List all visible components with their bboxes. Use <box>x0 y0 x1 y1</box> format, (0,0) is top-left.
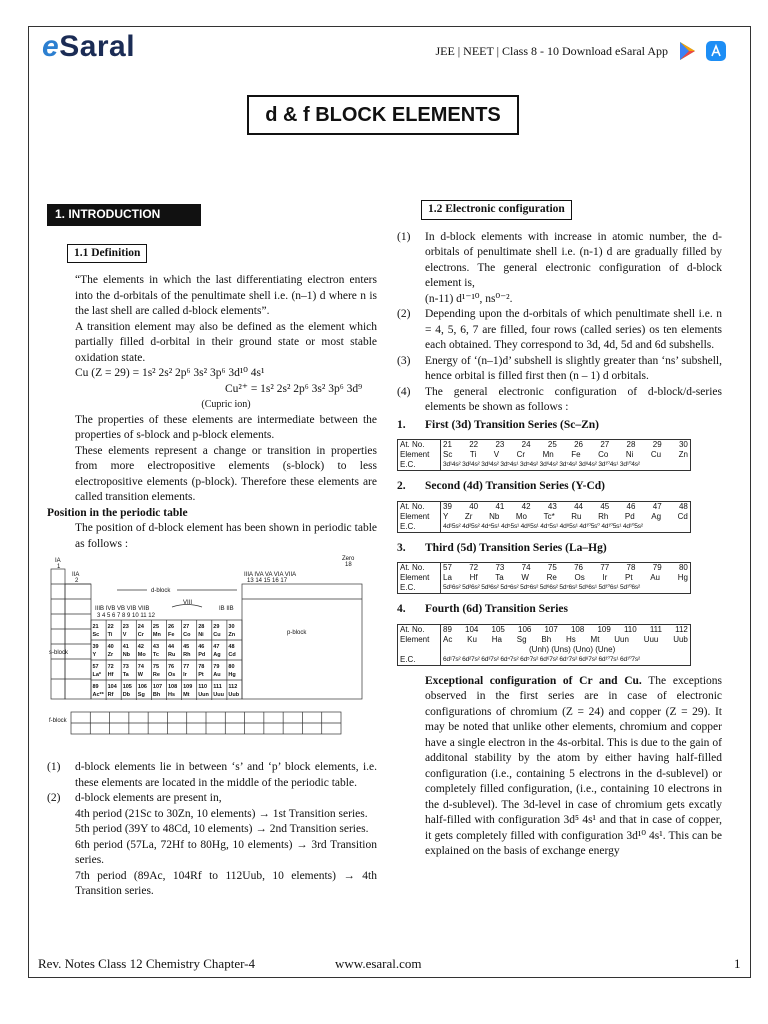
pt-cell-symbol: W <box>137 672 144 678</box>
pt-cell-symbol: Ag <box>213 652 221 658</box>
series-labels <box>398 563 441 594</box>
period6-line: 6th period (57La, 72Hf to 80Hg, 10 elements) → 3rd Transition series. <box>75 838 377 866</box>
pt-cell-symbol: Rh <box>183 652 191 658</box>
series-labels <box>398 624 441 665</box>
app-store-icon[interactable] <box>705 40 727 62</box>
pt-dnums: 3 4 5 6 7 8 9 10 11 12 <box>97 613 155 619</box>
pt-cell-symbol: Pd <box>198 652 206 658</box>
series-heading <box>397 479 722 495</box>
pt-cell-symbol: Ac** <box>92 692 104 698</box>
ec-heading: 1.2 Electronic configuration <box>421 200 572 220</box>
pt-cell-number: 43 <box>152 644 160 650</box>
element-symbol: Cd <box>677 511 688 521</box>
electronic-config: 5d¹6s² 5d²6s² 5d³6s² 5d⁴6s² 5d⁵6s² 5d⁶6s² 5d⁷6s² 5d⁹6s¹ 5d¹⁰6s¹ 5d¹⁰6s² <box>443 584 640 591</box>
element-symbol: Hs <box>565 634 576 644</box>
pt-cell-number: 112 <box>228 684 238 690</box>
left-column <box>47 204 377 900</box>
pt-groupnums: 13 14 15 16 17 <box>247 578 288 584</box>
series-title: Third (5d) Transition Series (La–Hg) <box>425 541 607 554</box>
element-symbol: Pd <box>624 511 635 521</box>
series-label: At. No. <box>400 440 425 449</box>
atomic-number: 28 <box>626 440 636 449</box>
pt-ia: IA <box>55 558 61 564</box>
element-symbol: Rh <box>598 511 609 521</box>
atomic-number: 72 <box>469 563 479 572</box>
atomic-number: 110 <box>623 624 637 634</box>
pt-cell-number: 105 <box>122 684 132 690</box>
atomic-number: 39 <box>443 501 452 511</box>
period5-line: 5th period (39Y to 48Cd, 10 elements) → 2nd Transition series. <box>75 823 369 835</box>
pt-sblock: s-block <box>49 650 69 656</box>
pt-cell-symbol: La* <box>92 672 102 678</box>
series-label: E.C. <box>400 521 416 531</box>
element-symbol: Uun <box>614 634 629 644</box>
pt-cell-number: 107 <box>152 684 163 690</box>
item1-num: (1) <box>47 761 61 773</box>
position-p: The position of d-block element has been shown in periodic table as follows : <box>75 522 377 550</box>
section-introduction: 1. INTRODUCTION <box>47 204 201 226</box>
element-symbol: Zr <box>464 511 473 521</box>
electronic-config: 3d¹4s² 3d²4s² 3d³4s² 3d⁵4s¹ 3d⁵4s² 3d⁶4s² 3d⁷4s² 3d⁸4s² 3d¹⁰4s¹ 3d¹⁰4s² <box>443 461 640 468</box>
pt-cell-number: 75 <box>152 664 160 670</box>
pt-cell-symbol: Zr <box>107 652 114 658</box>
series-label: E.C. <box>400 583 416 592</box>
atomic-number: 57 <box>443 563 452 572</box>
pt-dheads: IIIB IVB VB VIB VIIB <box>95 606 150 612</box>
pt-cell-symbol: Uuu <box>213 692 225 698</box>
pt-pblock: p-block <box>287 630 307 636</box>
element-symbol: Os <box>574 573 585 582</box>
pt-viii: VIII <box>183 600 193 606</box>
element-symbol: Y <box>443 511 449 521</box>
series-label: Element <box>400 573 430 582</box>
pt-cell-symbol: Ta <box>122 672 129 678</box>
period7-line: 7th period (89Ac, 104Rf to 112Uub, 10 elements) → 4th Transition series. <box>75 869 377 897</box>
element-symbol: Mn <box>542 450 554 459</box>
series-label: At. No. <box>400 624 425 634</box>
atomic-number: 42 <box>521 501 531 511</box>
definition-heading: 1.1 Definition <box>67 244 147 264</box>
exceptional-text: The exceptions observed in the first series are in case of electronic configurations of chromium (Z = 24) and copper (Z = 29). It may be noted that unlike other elements, chromium and copper have a single electron in the 4s-orbital. This is due to the gain of additonal stability by the atom by either having half-filled configuration (i.e., containing 5 electrons in the d-sublevel) or completely filled configuration, (i.e., containing 10 electrons in the d-sublevel). The 3d-level in case of chromium gets excatly half-filled with configuration 3d⁵ 4s¹ and that in case of copper, it gets completely filled with configuration 3d¹⁰ 4s¹. This can be explained on the basis of exchange energy <box>425 674 722 857</box>
series-label: E.C. <box>400 460 416 469</box>
element-symbol: V <box>493 450 500 459</box>
pt-cell-symbol: Hg <box>228 672 236 678</box>
ec-item2-num: (2) <box>397 308 411 320</box>
pt-cell-symbol: Ni <box>198 632 204 638</box>
series-label: Element <box>400 634 430 644</box>
element-symbol: Zn <box>678 450 688 459</box>
logo-text: Saral <box>59 30 136 63</box>
series-table <box>397 501 691 533</box>
pt-ia1: 1 <box>57 564 61 570</box>
series-table <box>397 562 691 594</box>
period4-line: 4th period (21Sc to 30Zn, 10 elements) → 1st Transition series. <box>75 807 368 820</box>
pt-cell-symbol: Db <box>122 692 131 698</box>
pt-cell-symbol: Cu <box>213 632 221 638</box>
pt-cell-number: 21 <box>92 624 99 630</box>
pt-cell-number: 76 <box>168 664 175 670</box>
element-symbol: Ha <box>491 634 502 644</box>
pt-zero18: 18 <box>345 562 352 568</box>
ec-item3-text: Energy of ‘(n–1)d’ subshell is slightly greater than ‘ns’ subshell, hence orbital is filled first then (n – 1) d orbitals. <box>425 354 722 382</box>
header-tagline: JEE | NEET | Class 8 - 10 Download eSaral App <box>435 44 668 58</box>
series-heading <box>397 418 722 434</box>
element-symbol: W <box>521 573 529 582</box>
pt-cell-number: 108 <box>168 684 178 690</box>
atomic-number: 26 <box>574 440 583 449</box>
atomic-number: 109 <box>597 624 611 634</box>
series-label: At. No. <box>400 563 425 572</box>
element-symbol: Hf <box>469 573 478 582</box>
element-symbol: Ac <box>443 634 453 644</box>
pt-groups: IIIA IVA VA VIA VIIA <box>244 572 297 578</box>
pt-cell-symbol: Fe <box>168 632 175 638</box>
footer-chapter: Rev. Notes Class 12 Chemistry Chapter-4 <box>38 956 255 971</box>
series-label: E.C. <box>400 654 416 664</box>
pt-ibiib: IB IIB <box>219 606 234 612</box>
series-title: Fourth (6d) Transition Series <box>425 603 569 615</box>
ec-formula: (n-11) d¹⁻¹⁰, ns⁰⁻². <box>425 292 513 305</box>
atomic-number: 48 <box>678 501 688 511</box>
series-num: 4. <box>397 603 406 615</box>
pt-cell-number: 89 <box>92 684 99 690</box>
pt-cell-symbol: Co <box>183 632 191 638</box>
element-symbol: Ag <box>651 511 662 521</box>
element-symbol: Re <box>546 573 557 582</box>
element-symbol: Ru <box>571 511 582 521</box>
pt-cell-symbol: Hf <box>107 672 114 678</box>
cupric-note: (Cupric ion) <box>201 399 251 410</box>
pt-cell-number: 30 <box>228 624 235 630</box>
pt-cell-symbol: Zn <box>228 632 236 638</box>
definition-p2: A transition element may also be defined as the element which partially filled d-orbital in their ground state or most stable oxidation state. <box>75 320 377 364</box>
series-num: 3. <box>397 541 406 554</box>
pt-cell-number: 72 <box>107 664 114 670</box>
series-heading <box>397 602 722 618</box>
pt-cell-number: 23 <box>122 624 129 630</box>
pt-cell-symbol: Os <box>168 672 176 678</box>
pt-cell-symbol: Ti <box>107 632 113 638</box>
pt-cell-number: 42 <box>137 644 144 650</box>
pt-cell-number: 39 <box>92 644 99 650</box>
pt-cell-number: 47 <box>213 644 220 650</box>
series-label: At. No. <box>400 501 425 511</box>
series-table <box>397 624 691 666</box>
atomic-number: 111 <box>649 624 662 634</box>
pt-cell-number: 46 <box>198 644 205 650</box>
electronic-config: 6d¹7s² 6d²7s² 6d³7s² 6d⁴7s² 6d⁵7s² 6d⁶7s² 6d⁷7s² 6d⁸7s² 6d¹⁰7s¹ 6d¹⁰7s² <box>443 655 640 663</box>
atomic-number: 107 <box>544 624 558 634</box>
pt-dblock: d-block <box>151 588 171 594</box>
atomic-number: 79 <box>652 563 662 572</box>
element-symbol: Tc* <box>543 511 555 521</box>
pt-cell-number: 78 <box>198 664 205 670</box>
cu-config: Cu (Z = 29) = 1s² 2s² 2p⁶ 3s² 3p⁶ 3d¹⁰ 4s¹ <box>75 367 265 379</box>
pt-cell-symbol: Re <box>152 672 160 678</box>
pt-cell-symbol: Hs <box>168 692 176 698</box>
page-title: d & f BLOCK ELEMENTS <box>247 95 519 135</box>
position-heading: Position in the periodic table <box>47 506 188 519</box>
series-title: First (3d) Transition Series (Sc–Zn) <box>425 418 599 431</box>
element-symbol: Uuu <box>643 634 659 644</box>
series-tables <box>397 418 722 666</box>
pt-cell-symbol: Ir <box>183 672 187 678</box>
series-num: 2. <box>397 480 406 492</box>
esaral-logo[interactable] <box>42 30 135 64</box>
atomic-number: 47 <box>652 501 662 511</box>
atomic-number: 74 <box>521 563 531 572</box>
atomic-number: 29 <box>652 440 662 449</box>
atomic-number: 77 <box>600 563 610 572</box>
element-symbol: Ti <box>469 450 477 459</box>
pt-cell-number: 104 <box>107 684 117 690</box>
pt-cell-symbol: Uub <box>228 692 240 698</box>
pt-fblock: f-block <box>49 718 67 724</box>
atomic-number: 112 <box>675 624 688 634</box>
pt-cell-number: 27 <box>183 624 190 630</box>
logo-e: e <box>42 30 60 63</box>
atomic-number: 75 <box>547 563 557 572</box>
properties-p: The properties of these elements are intermediate between the properties of s-block and p-block elements. <box>75 413 377 441</box>
atomic-number: 73 <box>495 563 505 572</box>
pt-cell-number: 40 <box>107 644 114 650</box>
atomic-number: 21 <box>443 440 452 449</box>
pt-cell-symbol: Au <box>213 672 221 678</box>
series-label: Element <box>400 511 430 521</box>
element-symbol: Mt <box>590 634 600 644</box>
pt-cell-number: 24 <box>137 624 144 630</box>
atomic-number: 43 <box>547 501 557 511</box>
atomic-number: 104 <box>465 624 479 634</box>
pt-cell-symbol: Sg <box>137 692 145 698</box>
series-values <box>441 440 691 471</box>
atomic-number: 22 <box>469 440 479 449</box>
pt-cell-symbol: Sc <box>92 632 100 638</box>
pt-cell-number: 77 <box>183 664 190 670</box>
pt-zero: Zero <box>342 556 355 562</box>
pt-cell-number: 79 <box>213 664 220 670</box>
series-values <box>441 624 691 665</box>
series-values <box>441 563 691 594</box>
pt-cell-number: 74 <box>137 664 144 670</box>
pt-cell-number: 44 <box>168 644 175 650</box>
pt-cell-number: 25 <box>152 624 160 630</box>
pt-cell-number: 111 <box>213 684 222 690</box>
atomic-number: 105 <box>491 624 505 634</box>
element-symbol: Pt <box>624 573 633 582</box>
series-label: Element <box>400 450 430 459</box>
element-symbol: Sg <box>516 634 527 644</box>
item2-text: d-block elements are present in, <box>75 792 222 804</box>
pt-cell-symbol: V <box>122 632 127 638</box>
ec-item4-text: The general electronic configuration of d-block/d-series elements be shown as follows : <box>425 385 722 413</box>
pt-cell-number: 80 <box>228 664 235 670</box>
element-symbol: Ir <box>602 573 608 582</box>
play-store-icon[interactable] <box>676 40 698 62</box>
item1-text: d-block elements lie in between ‘s’ and ‘p’ block elements, i.e. these elements are located in the middle of the periodic table. <box>75 761 377 789</box>
pt-cell-symbol: Mo <box>137 652 146 658</box>
atomic-number: 46 <box>626 501 636 511</box>
ec-item1-num: (1) <box>397 230 411 243</box>
atomic-number: 44 <box>574 501 583 511</box>
pt-cell-symbol: Cd <box>228 652 236 658</box>
right-column <box>397 200 722 860</box>
pt-cell-symbol: Mn <box>152 632 161 638</box>
element-symbol: Ta <box>495 573 504 582</box>
atomic-number: 24 <box>521 440 531 449</box>
ec-item2-text: Depending upon the d-orbitals of which penultimate shell i.e. n = 4, 5, 6, 7 are filled, four rows (called series) os ten elements each obtained. They correspond to 3d, 4d, 5d and 6d subshells. <box>425 308 722 351</box>
pt-cell-number: 109 <box>183 684 193 690</box>
element-symbol: Ni <box>625 450 634 459</box>
atomic-number: 106 <box>518 624 532 634</box>
cu2-config: Cu²⁺ = 1s² 2s² 2p⁶ 3s² 3p⁶ 3d⁹ <box>225 382 363 395</box>
element-symbol: Au <box>650 573 661 582</box>
ec-item3-num: (3) <box>397 354 411 367</box>
pt-iia: IIA <box>72 572 80 578</box>
atomic-number: 40 <box>469 501 479 511</box>
pt-cell-number: 22 <box>107 624 114 630</box>
series-labels <box>398 440 441 471</box>
element-symbol: Uub <box>673 634 688 644</box>
pt-cell-symbol: Rf <box>107 692 114 698</box>
element-symbol: La <box>443 573 452 582</box>
pt-iia2: 2 <box>75 578 79 584</box>
series-extra: (Unh) (Uns) (Uno) (Une) <box>529 644 616 654</box>
element-symbol: Sc <box>443 450 453 459</box>
atomic-number: 89 <box>443 624 452 634</box>
atomic-number: 25 <box>547 440 557 449</box>
footer-website[interactable]: www.esaral.com <box>335 956 422 971</box>
pt-cell-symbol: Ru <box>168 652 176 658</box>
element-symbol: Hg <box>677 573 688 582</box>
pt-cell-symbol: Y <box>92 652 97 658</box>
pt-cell-number: 73 <box>122 664 129 670</box>
item2-num: (2) <box>47 792 61 804</box>
element-symbol: Cr <box>516 450 526 459</box>
electronic-config: 4d¹5s² 4d²5s² 4d⁴5s¹ 4d⁵5s¹ 4d⁶5s¹ 4d⁷5s¹ 4d⁸5s¹ 4d¹⁰5s⁰ 4d¹⁰5s¹ 4d¹⁰5s² <box>443 522 643 530</box>
series-title: Second (4d) Transition Series (Y-Cd) <box>425 480 605 492</box>
periodic-table-diagram <box>47 554 369 754</box>
exceptional-paragraph <box>397 674 722 860</box>
series-values <box>441 501 691 532</box>
atomic-number: 41 <box>495 501 505 511</box>
exceptional-heading: Exceptional configuration of Cr and Cu. <box>425 674 642 687</box>
pt-cell-symbol: Uun <box>198 692 209 698</box>
pt-cell-symbol: Pt <box>198 672 204 678</box>
series-labels <box>398 501 441 532</box>
pt-cell-number: 28 <box>198 624 205 630</box>
element-symbol: Nb <box>489 511 500 521</box>
pt-cell-number: 29 <box>213 624 220 630</box>
element-symbol: Ku <box>467 634 477 644</box>
element-symbol: Bh <box>541 634 552 644</box>
pt-cell-symbol: Bh <box>152 692 161 698</box>
pt-cell-symbol: Nb <box>122 652 131 658</box>
atomic-number: 27 <box>600 440 610 449</box>
atomic-number: 108 <box>570 624 585 634</box>
pt-cell-symbol: Tc <box>152 652 159 658</box>
pt-cell-number: 41 <box>122 644 129 650</box>
element-symbol: Co <box>598 450 609 459</box>
pt-cell-number: 26 <box>168 624 175 630</box>
element-symbol: Mo <box>515 511 527 521</box>
series-num: 1. <box>397 418 406 431</box>
ec-item1-text: In d-block elements with increase in atomic number, the d-orbitals of penultimate shell i.e. (n-1) d are gradually filled by electrons. The general electronic configuration of d-block element is, <box>425 230 722 289</box>
atomic-number: 23 <box>495 440 505 449</box>
pt-cell-symbol: Mt <box>183 692 190 698</box>
pt-cell-number: 48 <box>228 644 235 650</box>
atomic-number: 30 <box>678 440 688 449</box>
definition-p1: “The elements in which the last differentiating electron enters into the d-orbitals of the penultimate shell i.e. (n–1) d where n is the last shell are called d-block elements”. <box>75 274 377 317</box>
ec-item4-num: (4) <box>397 385 411 398</box>
pt-cell-number: 57 <box>92 664 99 670</box>
footer-page-number: 1 <box>734 956 741 971</box>
element-symbol: Cu <box>650 450 662 459</box>
pt-cell-number: 106 <box>137 684 147 690</box>
series-table <box>397 439 691 471</box>
element-symbol: Fe <box>571 450 581 459</box>
pt-cell-number: 110 <box>198 684 208 690</box>
pt-cell-symbol: Cr <box>137 632 144 638</box>
series-heading <box>397 541 722 557</box>
atomic-number: 76 <box>574 563 583 572</box>
pt-cell-number: 45 <box>183 644 190 650</box>
atomic-number: 45 <box>600 501 610 511</box>
atomic-number: 78 <box>626 563 636 572</box>
transition-p: These elements represent a change or transition in properties from more electropositive elements (s-block) to less electropositive elements (p-block). Therefore these elements are called transition elements. <box>75 444 377 503</box>
atomic-number: 80 <box>678 563 688 572</box>
